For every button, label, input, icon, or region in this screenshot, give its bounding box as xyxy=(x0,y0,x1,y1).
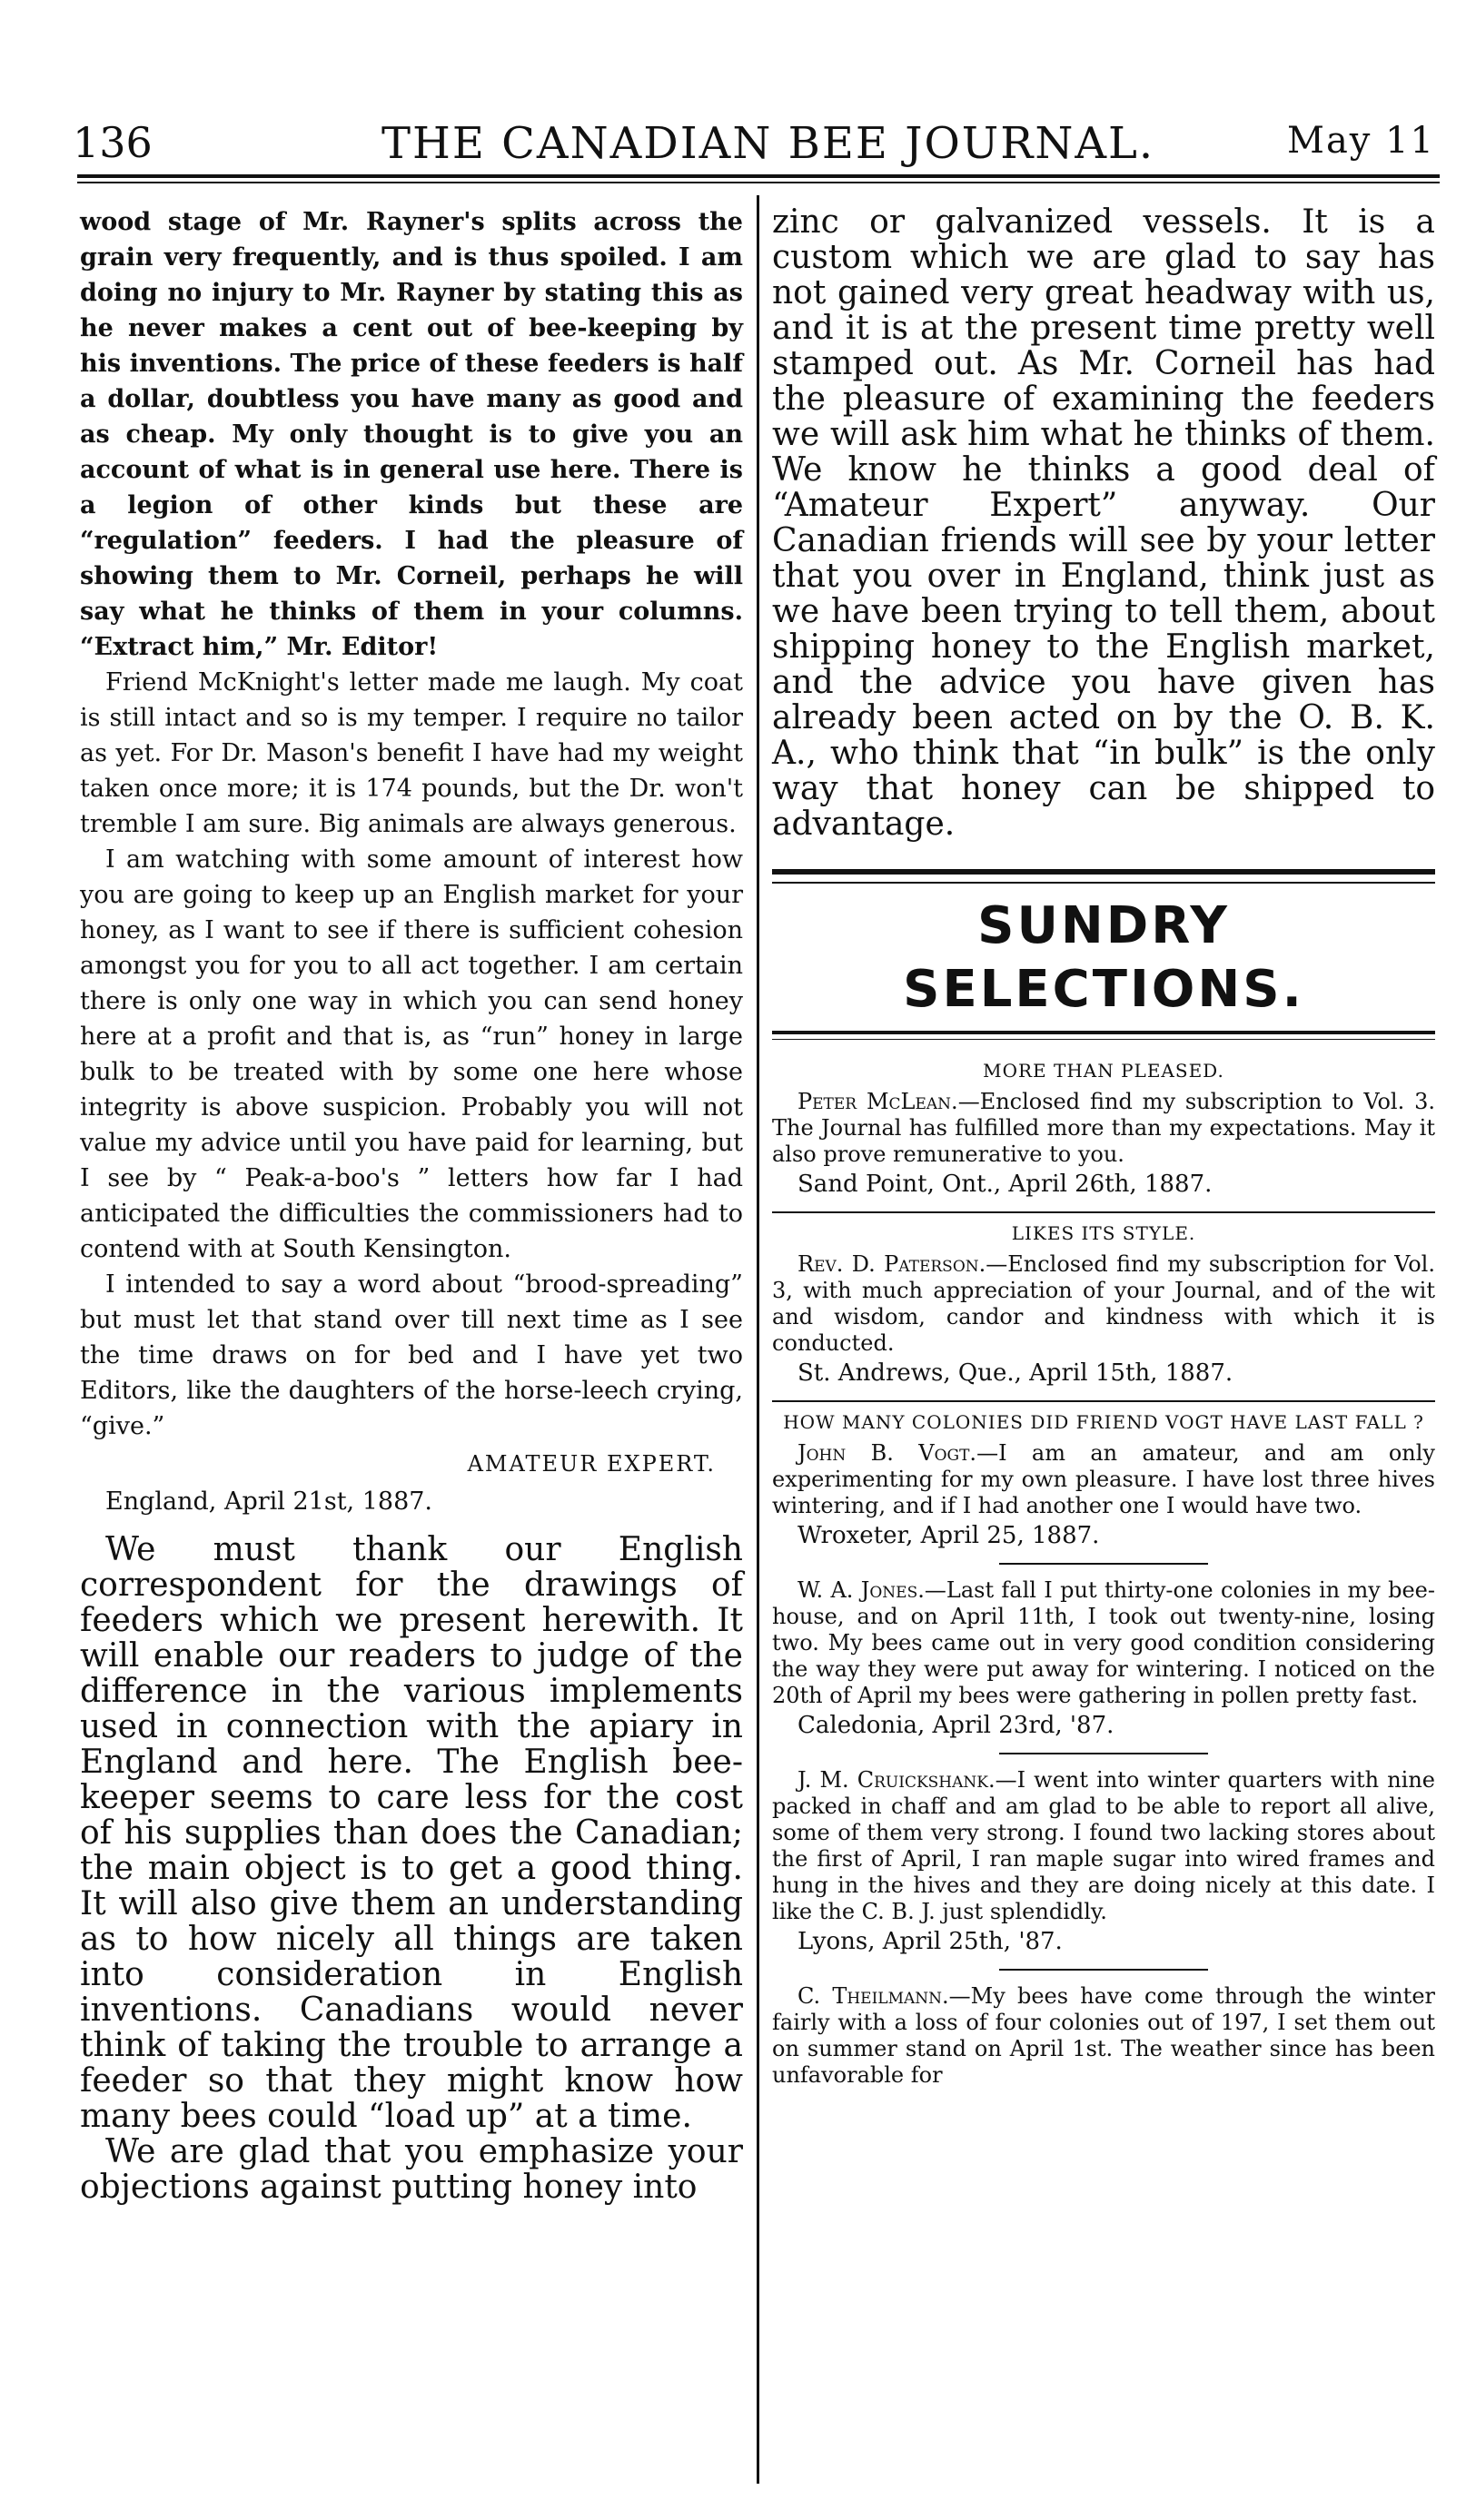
page-number: 136 xyxy=(73,118,153,167)
journal-title: THE CANADIAN BEE JOURNAL. xyxy=(381,118,1155,169)
letter-heading: MORE THAN PLEASED. xyxy=(983,1060,1224,1082)
right-column xyxy=(772,204,1435,2094)
letter-body xyxy=(772,1251,1435,1357)
letter xyxy=(772,1060,1435,1199)
letter-text: —Enclosed find my subscription for Vol. 3, with much appreciation of your Journal, and of the wit and wisdom, candor and kindness with which it is conducted. xyxy=(772,1251,1435,1356)
short-divider xyxy=(999,1969,1208,1971)
signature: AMATEUR EXPERT. xyxy=(467,1451,716,1477)
left-paragraph-4: I intended to say a word about “brood-spreading” but must let that stand over till next time as I see the time draws on for bed and I have yet two Editors, like the daughters of the horse-leech crying, “give.” xyxy=(80,1270,743,1440)
letter-author: C. Theilmann. xyxy=(797,1983,949,2009)
letter-body xyxy=(772,1577,1435,1709)
editorial-paragraph-2: We are glad that you emphasize your objections against putting honey into xyxy=(80,2133,743,2206)
letter-text: —Enclosed find my subscription to Vol. 3. The Journal has fulfilled more than my expectations. May it also prove remunerative to you. xyxy=(772,1089,1435,1167)
letter-heading: LIKES ITS STYLE. xyxy=(1011,1222,1196,1244)
letter-author: Rev. D. Paterson. xyxy=(797,1251,986,1277)
letter-author: Peter McLean. xyxy=(797,1089,958,1114)
left-paragraph-2: Friend McKnight's letter made me laugh. My coat is still intact and so is my temper. I require no tailor as yet. For Dr. Mason's benefit I have had my weight taken once more; it is 174 pounds, but the Dr. won't tremble I am sure. Big animals are always generous. xyxy=(80,668,743,838)
column-divider xyxy=(757,195,759,2484)
letter xyxy=(772,1577,1435,1740)
page-header xyxy=(73,118,1435,182)
letter-heading: HOW MANY COLONIES DID FRIEND VOGT HAVE LAST FALL ? xyxy=(783,1411,1424,1433)
letter xyxy=(772,1767,1435,1956)
letter-divider xyxy=(772,1400,1435,1402)
letter-author: W. A. Jones. xyxy=(797,1577,925,1603)
dateline: England, April 21st, 1887. xyxy=(105,1487,433,1516)
short-divider xyxy=(999,1753,1208,1754)
letter xyxy=(772,1222,1435,1388)
letter xyxy=(772,1983,1435,2089)
letter-author: J. M. Cruickshank. xyxy=(797,1767,996,1793)
section-title: SUNDRY SELECTIONS. xyxy=(903,896,1304,1019)
letter-text: —Last fall I put thirty-one colonies in my bee-house, and on April 11th, I took out twenty-nine, losing two. My bees came out in very good condition considering the way they were put away for wintering. I noticed on the 20th of April my bees were gathering in pollen pretty fast. xyxy=(772,1577,1435,1708)
section-rule-bottom xyxy=(772,1031,1435,1040)
editorial-paragraph-3: zinc or galvanized vessels. It is a custom which we are glad to say has not gained very great headway with us, and it is at the present time pretty well stamped out. As Mr. Corneil has had the pleasure of examining the feeders we will ask him what he thinks of them. We know he thinks a good deal of “Amateur Expert” anyway. Our Canadian friends will see by your letter that you over in England, think just as we have been trying to tell them, about shipping honey to the English market, and the advice you have given has already been acted on by the O. B. K. A., who think that “in bulk” is the only way that honey can be shipped to advantage. xyxy=(772,203,1435,843)
letter-text: —I went into winter quarters with nine packed in chaff and am glad to be able to report all alive, some of them very strong. I found two lacking stores about the first of April, I ran maple sugar into wired frames and hung in the hives and they are doing nicely at this date. I like the C. B. J. just splendidly. xyxy=(772,1767,1435,1924)
section-rule-top xyxy=(772,869,1435,884)
editorial-paragraph-1: We must thank our English correspondent for the drawings of feeders which we present herewith. It will enable our readers to judge of the difference in the various implements used in connection with the apiary in England and here. The English bee-keeper seems to care less for the cost of his supplies than does the Canadian; the main object is to get a good thing. It will also give them an understanding as to how nicely all things are taken into consideration in English inventions. Canadians would never think of taking the trouble to arrange a feeder so that they might know how many bees could “load up” at a time. xyxy=(80,1531,743,2135)
letter xyxy=(772,1411,1435,1550)
letter-divider xyxy=(772,1211,1435,1213)
short-divider xyxy=(999,1563,1208,1565)
letter-date: Lyons, April 25th, '87. xyxy=(797,1928,1063,1955)
left-paragraph-3: I am watching with some amount of interest how you are going to keep up an English market for your honey, as I want to see if there is sufficient cohesion amongst you for you to all act together. I am certain there is only one way in which you can send honey here at a profit and that is, as “run” honey in large bulk to be treated with by some one here whose integrity is above suspicion. Probably you will not value my advice until you have paid for learning, but I see by “ Peak-a-boo's ” letters how far I had anticipated the difficulties the commissioners had to contend with at South Kensington. xyxy=(80,845,743,1263)
letter-body xyxy=(772,1767,1435,1925)
left-column xyxy=(80,204,743,2205)
letter-date: Sand Point, Ont., April 26th, 1887. xyxy=(797,1171,1213,1198)
letter-date: Wroxeter, April 25, 1887. xyxy=(797,1522,1100,1549)
letter-date: Caledonia, April 23rd, '87. xyxy=(797,1712,1114,1739)
letter-author: John B. Vogt. xyxy=(797,1440,977,1466)
letter-body xyxy=(772,1089,1435,1168)
letter-text: —My bees have come through the winter fairly with a loss of four colonies out of 197, I set them out on summer stand on April 1st. The weather since has been unfavorable for xyxy=(772,1983,1435,2088)
letter-text: —I am an amateur, and am only experimenting for my own pleasure. I have lost three hives wintering, and if I had another one I would have two. xyxy=(772,1440,1435,1518)
header-rule xyxy=(77,174,1440,183)
issue-month: May 11 xyxy=(1286,120,1435,162)
left-paragraph-1: wood stage of Mr. Rayner's splits across the grain very frequently, and is thus spoiled. I am doing no injury to Mr. Rayner by stating this as he never makes a cent out of bee-keeping by his inventions. The price of these feeders is half a dollar, doubtless you have many as good and as cheap. My only thought is to give you an account of what is in general use here. There is a legion of other kinds but these are “regulation” feeders. I had the pleasure of showing them to Mr. Corneil, perhaps he will say what he thinks of them in your columns. “Extract him,” Mr. Editor! xyxy=(80,208,743,661)
letter-body xyxy=(772,1983,1435,2089)
letter-date: St. Andrews, Que., April 15th, 1887. xyxy=(797,1359,1233,1387)
letter-body xyxy=(772,1440,1435,1519)
